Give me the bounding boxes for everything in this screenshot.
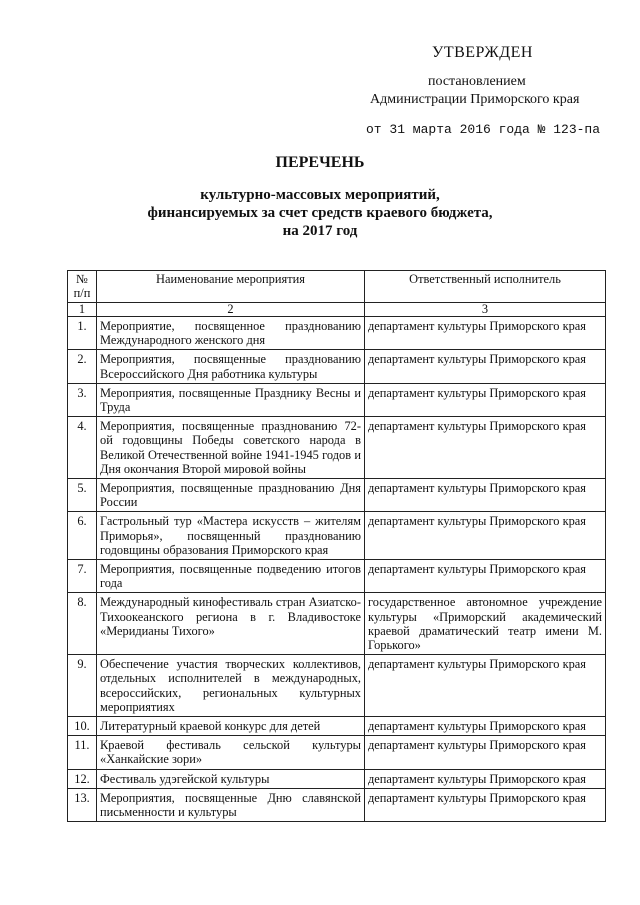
column-number-2: 2 bbox=[97, 303, 365, 317]
event-name: Гастрольный тур «Мастера искусств – жителям Приморья», посвященный празднованию годовщины образования Приморского края bbox=[97, 512, 365, 560]
event-name: Обеспечение участия творческих коллективов, отдельных исполнителей в международных, всероссийских, региональных культурных мероприятиях bbox=[97, 655, 365, 717]
header-name: Наименование мероприятия bbox=[97, 271, 365, 303]
row-number: 2. bbox=[68, 350, 97, 383]
event-name: Мероприятия, посвященные подведению итогов года bbox=[97, 560, 365, 593]
document-subtitle-1: культурно-массовых мероприятий, bbox=[200, 187, 440, 203]
table-row bbox=[68, 593, 606, 655]
column-number-3: 3 bbox=[365, 303, 606, 317]
event-name: Мероприятия, посвященные Дню славянской письменности и культуры bbox=[97, 788, 365, 821]
event-responsible: департамент культуры Приморского края bbox=[365, 736, 606, 769]
event-responsible: департамент культуры Приморского края bbox=[365, 350, 606, 383]
header-responsible: Ответственный исполнитель bbox=[365, 271, 606, 303]
row-number: 6. bbox=[68, 512, 97, 560]
event-responsible: департамент культуры Приморского края bbox=[365, 317, 606, 350]
document-subtitle-2: финансируемых за счет средств краевого бюджета, bbox=[147, 205, 493, 221]
event-responsible: департамент культуры Приморского края bbox=[365, 417, 606, 479]
header-number-line-1: № bbox=[76, 272, 88, 286]
event-name: Мероприятие, посвященное празднованию Международного женского дня bbox=[97, 317, 365, 350]
table-row bbox=[68, 736, 606, 769]
event-name: Мероприятия, посвященные празднованию Всероссийского Дня работника культуры bbox=[97, 350, 365, 383]
row-number: 1. bbox=[68, 317, 97, 350]
row-number: 5. bbox=[68, 479, 97, 512]
row-number: 9. bbox=[68, 655, 97, 717]
row-number: 3. bbox=[68, 383, 97, 416]
row-number: 10. bbox=[68, 717, 97, 736]
event-responsible: департамент культуры Приморского края bbox=[365, 717, 606, 736]
table-row bbox=[68, 479, 606, 512]
row-number: 13. bbox=[68, 788, 97, 821]
event-responsible: департамент культуры Приморского края bbox=[365, 788, 606, 821]
row-number: 11. bbox=[68, 736, 97, 769]
event-responsible: департамент культуры Приморского края bbox=[365, 479, 606, 512]
event-name: Литературный краевой конкурс для детей bbox=[97, 717, 365, 736]
event-name: Мероприятия, посвященные Празднику Весны и Труда bbox=[97, 383, 365, 416]
event-name: Международный кинофестиваль стран Азиатско-Тихоокеанского региона в г. Владивостоке «Меридианы Тихого» bbox=[97, 593, 365, 655]
row-number: 8. bbox=[68, 593, 97, 655]
document-title: ПЕРЕЧЕНЬ bbox=[275, 154, 365, 171]
table-row bbox=[68, 317, 606, 350]
event-name: Мероприятия, посвященные празднованию Дня России bbox=[97, 479, 365, 512]
table-row bbox=[68, 383, 606, 416]
event-responsible: департамент культуры Приморского края bbox=[365, 769, 606, 788]
table-row bbox=[68, 717, 606, 736]
row-number: 7. bbox=[68, 560, 97, 593]
event-responsible: департамент культуры Приморского края bbox=[365, 655, 606, 717]
column-number-1: 1 bbox=[68, 303, 97, 317]
table-row bbox=[68, 560, 606, 593]
table-row bbox=[68, 512, 606, 560]
approval-line-2: Администрации Приморского края bbox=[370, 92, 580, 107]
approval-line-3: от 31 марта 2016 года № 123-па bbox=[366, 122, 601, 137]
header-number bbox=[68, 271, 97, 303]
event-name: Мероприятия, посвященные празднованию 72-ой годовщины Победы советского народа в Великой Отечественной войне 1941-1945 годов и Дня окончания Второй мировой войны bbox=[97, 417, 365, 479]
events-table bbox=[67, 270, 606, 822]
approval-title: УТВЕРЖДЕН bbox=[432, 44, 533, 61]
table-row bbox=[68, 417, 606, 479]
row-number: 4. bbox=[68, 417, 97, 479]
event-responsible: департамент культуры Приморского края bbox=[365, 512, 606, 560]
table-row bbox=[68, 350, 606, 383]
table-row bbox=[68, 655, 606, 717]
event-name: Краевой фестиваль сельской культуры «Ханкайские зори» bbox=[97, 736, 365, 769]
event-name: Фестиваль удэгейской культуры bbox=[97, 769, 365, 788]
row-number: 12. bbox=[68, 769, 97, 788]
table-row bbox=[68, 788, 606, 821]
event-responsible: департамент культуры Приморского края bbox=[365, 383, 606, 416]
table-row bbox=[68, 769, 606, 788]
document-subtitle-3: на 2017 год bbox=[282, 223, 358, 239]
event-responsible: государственное автономное учреждение культуры «Приморский академический краевой драматический театр имени М. Горького» bbox=[365, 593, 606, 655]
event-responsible: департамент культуры Приморского края bbox=[365, 560, 606, 593]
header-number-line-2: п/п bbox=[73, 286, 91, 301]
approval-line-1: постановлением bbox=[428, 74, 526, 89]
